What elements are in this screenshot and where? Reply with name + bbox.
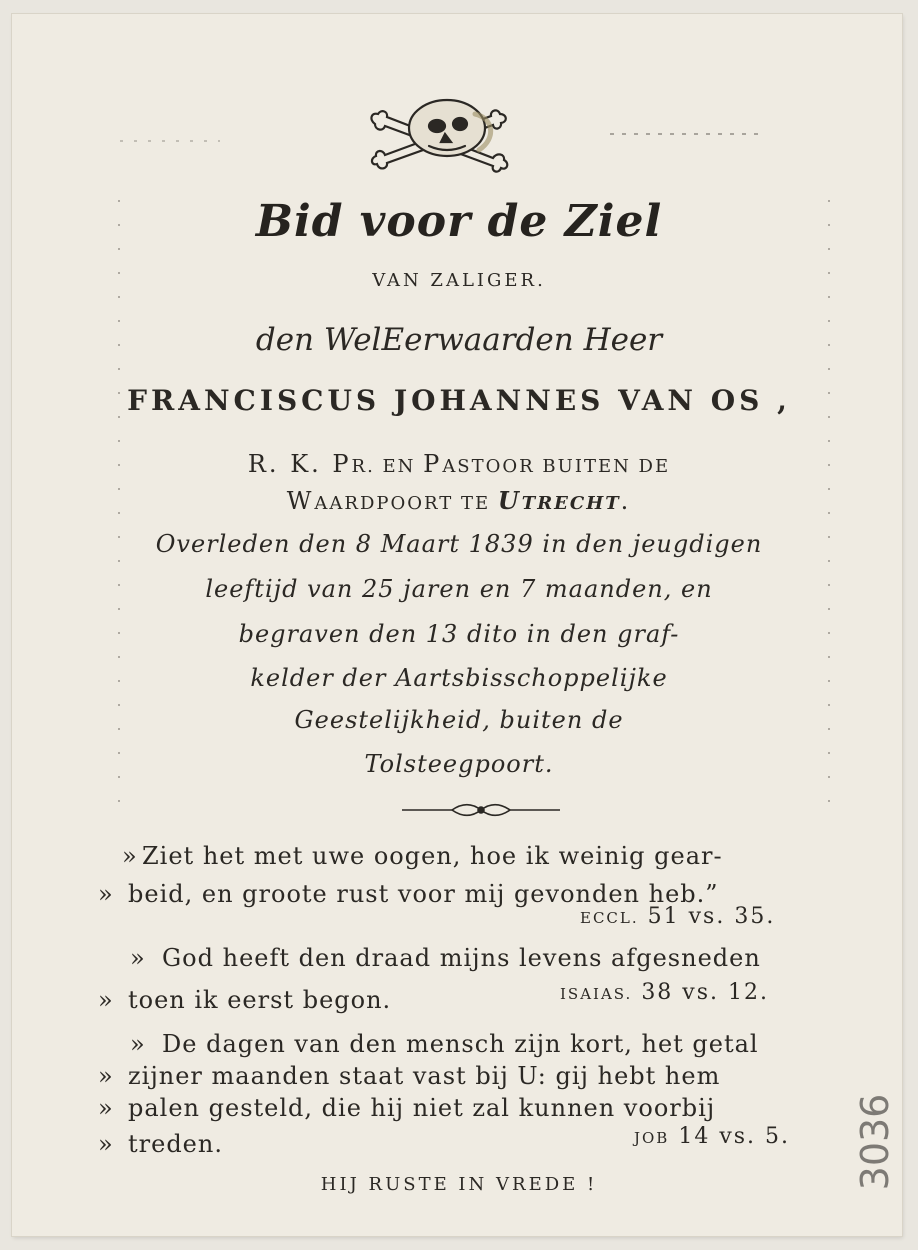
skull-crossbones-icon xyxy=(365,94,520,176)
obituary-line-6: Tolsteegpoort. xyxy=(364,750,554,778)
reference-verse: 38 vs. 12. xyxy=(641,980,769,1005)
reference-book: ISAIAS. xyxy=(560,985,633,1003)
quote-text: Ziet het met uwe oogen, hoe ik weinig gear- xyxy=(142,842,723,870)
quote-mark: » xyxy=(98,1062,114,1090)
archive-stamp-number: 3036 xyxy=(853,1093,897,1191)
quote-mark: » xyxy=(130,1030,146,1058)
closing-line: HIJ RUSTE IN VREDE ! xyxy=(320,1174,598,1195)
role-line-1-part-c: P xyxy=(423,450,443,478)
role-line-1 xyxy=(0,450,918,478)
quote-mark: » xyxy=(98,880,114,908)
card-title: Bid voor de Ziel xyxy=(255,196,663,247)
city-initial: U xyxy=(497,486,522,515)
obituary-line-2: leeftijd van 25 jaren en 7 maanden, en xyxy=(205,575,713,603)
quote-text: palen gesteld, die hij niet zal kunnen voorbij xyxy=(128,1094,716,1122)
quote-3-reference xyxy=(634,1124,790,1149)
obituary-line-3: begraven den 13 dito in den graf- xyxy=(238,620,680,648)
quote-text: De dagen van den mensch zijn kort, het getal xyxy=(162,1030,759,1058)
reference-verse: 14 vs. 5. xyxy=(678,1124,791,1149)
obituary-line-4: kelder der Aartsbisschoppelijke xyxy=(250,664,668,692)
quote-text: zijner maanden staat vast bij U: gij hebt hem xyxy=(128,1062,721,1090)
quote-1-reference xyxy=(580,904,775,929)
quote-text: toen ik eerst begon. xyxy=(128,986,392,1014)
quote-mark: » xyxy=(98,1130,114,1158)
role-line-1-part-c-small: ASTOOR BUITEN DE xyxy=(442,456,671,477)
quote-mark: » xyxy=(98,1094,114,1122)
role-line-2-part-a: W xyxy=(286,487,315,515)
obituary-line-1: Overleden den 8 Maart 1839 in den jeugdigen xyxy=(155,530,763,558)
role-line-2-end: . xyxy=(620,487,632,515)
honorific-line: den WelEerwaarden Heer xyxy=(255,322,663,358)
deceased-name: FRANCISCUS JOHANNES VAN OS , xyxy=(127,384,791,417)
reference-book: JOB xyxy=(634,1129,670,1147)
ornament-divider xyxy=(400,802,562,818)
role-line-1-part-b: EN xyxy=(374,456,424,477)
dotted-border-top-left xyxy=(120,140,220,142)
role-line-1-part-a: R. K. P xyxy=(247,450,352,478)
quote-2-reference xyxy=(560,980,769,1005)
reference-book: ECCL. xyxy=(580,909,639,927)
quote-text: God heeft den draad mijns levens afgesneden xyxy=(162,944,761,972)
city-rest: TRECHT xyxy=(521,493,621,514)
quote-mark: » xyxy=(122,842,138,870)
quote-mark: » xyxy=(130,944,146,972)
quote-mark: » xyxy=(98,986,114,1014)
quote-text: beid, en groote rust voor mij gevonden heb.” xyxy=(128,880,719,908)
obituary-line-5: Geestelijkheid, buiten de xyxy=(294,706,624,734)
role-line-2-part-a-small: AARDPOORT TE xyxy=(314,493,498,514)
dotted-border-top xyxy=(610,133,760,135)
quote-text: treden. xyxy=(128,1130,223,1158)
role-line-1-part-a-small: R. xyxy=(351,456,375,477)
role-line-2 xyxy=(0,486,918,515)
reference-verse: 51 vs. 35. xyxy=(647,904,776,929)
card-subtitle: VAN ZALIGER. xyxy=(372,270,546,291)
